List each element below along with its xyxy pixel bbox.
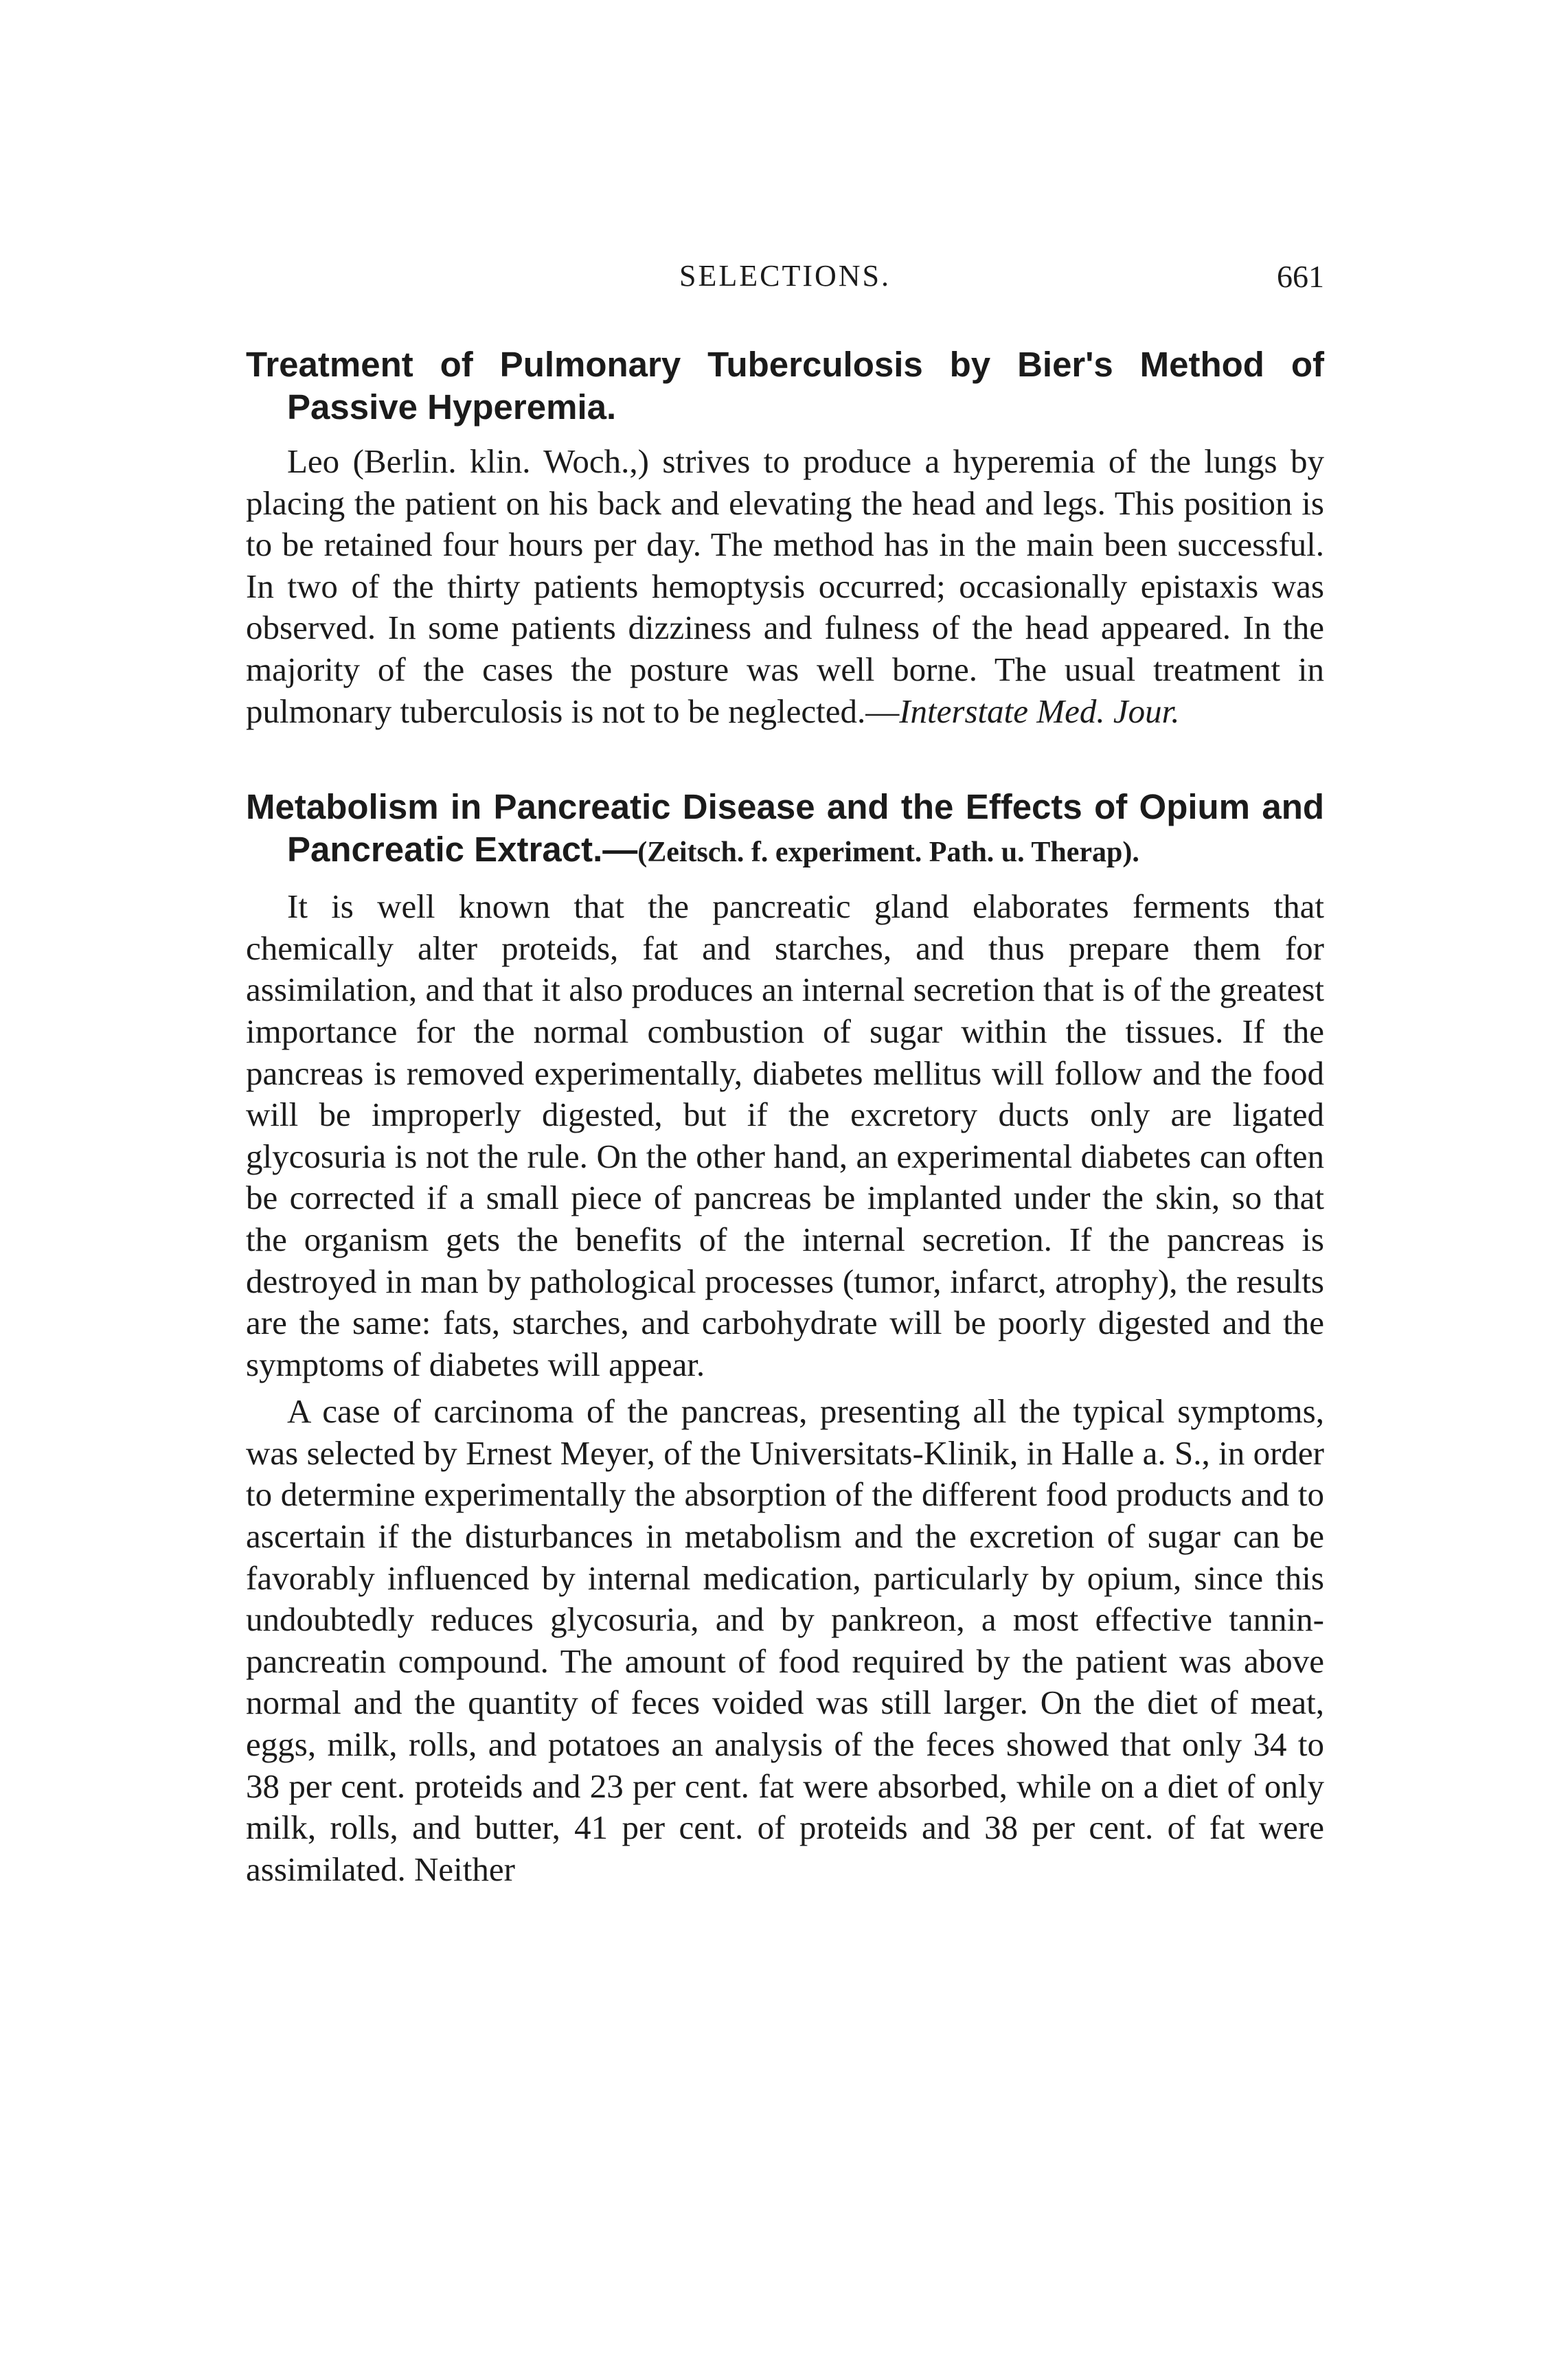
paragraph-text: Leo (Berlin. klin. Woch.,) strives to produce a hyperemia of the lungs by placing the patient on his back and elevating the head and legs. This position is to be retained four hours per day. The method has in the main been successful. In two of the thirty patients hemoptysis occurred; occasionally epistaxis was observed. In some patients dizziness and fulness of the head appeared. In the majority of the cases the posture was well borne. The usual treatment in pulmonary tuberculosis is not to be neglected.— [246, 442, 1324, 730]
article-title-pancreatic [246, 786, 1324, 874]
page-number: 661 [1277, 259, 1324, 294]
source-citation: Interstate Med. Jour. [899, 692, 1180, 730]
running-head: SELECTIONS. [679, 259, 891, 293]
article-paragraph: A case of carcinoma of the pancreas, presenting all the typical symptoms, was selected by Ernest Meyer, of the Universitats-Klinik, in Halle a. S., in order to determine experimentally the absorption of the different food products and to ascertain if the disturbances in metabolism and the excretion of sugar can be favorably influenced by internal medication, particularly by opium, since this undoubtedly reduces glycosuria, and by pankreon, a most effective tannin-pancreatin compound. The amount of food required by the patient was above normal and the quantity of feces voided was still larger. On the diet of meat, eggs, milk, rolls, and potatoes an analysis of the feces showed that only 34 to 38 per cent. proteids and 23 per cent. fat were absorbed, while on a diet of only milk, rolls, and butter, 41 per cent. of proteids and 38 per cent. of fat were assimilated. Neither [246, 1392, 1324, 1888]
article-paragraph [246, 441, 1324, 732]
article-paragraph: It is well known that the pancreatic gland elaborates ferments that chemically alter proteids, fat and starches, and thus prepare them for assimilation, and that it also produces an internal secretion that is of the greatest importance for the normal combustion of sugar within the tissues. If the pancreas is removed experimentally, diabetes mellitus will follow and the food will be improperly digested, but if the excretory ducts only are ligated glycosuria is not the rule. On the other hand, an experimental diabetes can often be corrected if a small piece of pancreas be implanted under the skin, so that the organism gets the benefits of the internal secretion. If the pancreas is destroyed in man by pathological processes (tumor, infarct, atrophy), the results are the same: fats, starches, and carbohydrate will be poorly digested and the symptoms of diabetes will appear. [246, 887, 1324, 1383]
text-column [246, 343, 1324, 1890]
page-header [246, 258, 1324, 306]
article-title-note: (Zeitsch. f. experiment. Path. u. Therap). [637, 837, 1139, 869]
article-title-tuberculosis: Treatment of Pulmonary Tuberculosis by Bier's Method of Passive Hyperemia. [246, 345, 1324, 427]
article-title-text: Metabolism in Pancreatic Disease and the Effects of Opium and Pancreatic Extract.— [246, 787, 1324, 870]
